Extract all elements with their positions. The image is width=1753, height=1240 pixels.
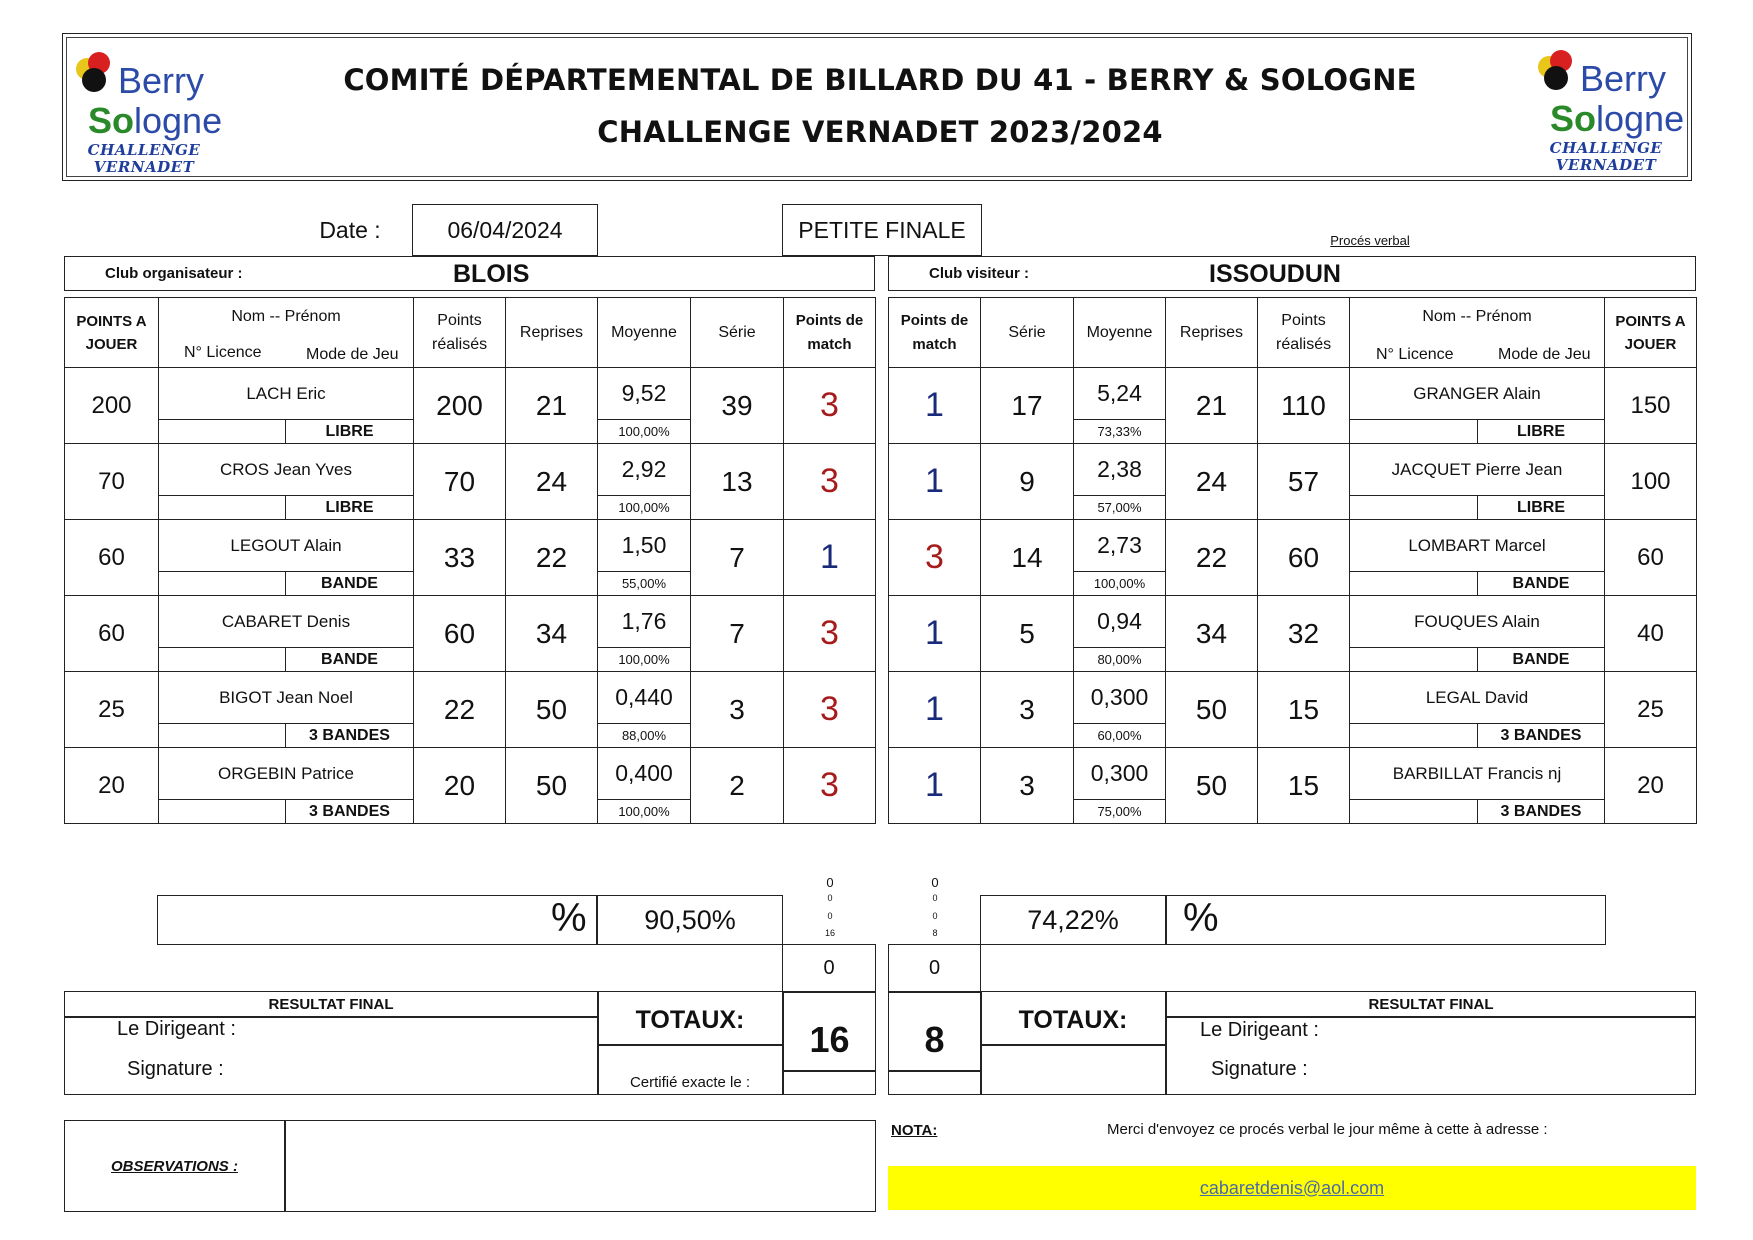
home-totaux-label: TOTAUX:: [635, 1005, 745, 1034]
away-total: 8: [924, 1019, 945, 1060]
moyenne-pct: 60,00%: [1074, 724, 1166, 748]
home-total-bottom: [782, 1070, 876, 1072]
home-pct-total: 90,50%: [644, 904, 736, 935]
hdr-points-a-jouer: POINTS A JOUER: [1605, 298, 1697, 368]
reprises: 34: [506, 596, 598, 672]
serie: 3: [981, 748, 1074, 824]
away-total-bottom: [888, 1070, 981, 1072]
home-pct-bar: [157, 895, 783, 945]
certifie-label: Certifié exacte le :: [629, 1073, 751, 1091]
player-name: LACH Eric: [159, 368, 414, 420]
away-header-row: [889, 298, 1697, 368]
moyenne: 1,50: [598, 520, 691, 572]
serie: 17: [981, 368, 1074, 444]
points-de-match: 3: [784, 748, 876, 824]
mode-de-jeu: LIBRE: [1478, 420, 1605, 444]
mode-de-jeu: 3 BANDES: [286, 800, 414, 824]
points-realises: 57: [1258, 444, 1350, 520]
table-row: [65, 520, 876, 572]
logo-berry: Berry: [118, 60, 205, 101]
mode-de-jeu: LIBRE: [1478, 496, 1605, 520]
logo-challenge: CHALLENGE VERNADET: [87, 141, 201, 176]
moyenne-pct: 100,00%: [598, 420, 691, 444]
player-name: LOMBART Marcel: [1350, 520, 1605, 572]
moyenne-pct: 100,00%: [598, 648, 691, 672]
points-realises: 110: [1258, 368, 1350, 444]
table-row: [65, 748, 876, 800]
hdr-points-match: Points de match: [784, 298, 876, 368]
points-de-match: 3: [784, 368, 876, 444]
hdr-points-a-jouer: POINTS A JOUER: [65, 298, 159, 368]
points-de-match: 1: [889, 748, 981, 824]
logo-sologne: Sologne: [1550, 98, 1685, 139]
home-header-row: [65, 298, 876, 368]
moyenne-pct: 80,00%: [1074, 648, 1166, 672]
observations-divider: [284, 1121, 286, 1211]
points-a-jouer: 60: [65, 596, 159, 672]
player-name: BIGOT Jean Noel: [159, 672, 414, 724]
table-row: [65, 368, 876, 420]
moyenne-pct: 100,00%: [598, 800, 691, 824]
moyenne: 1,76: [598, 596, 691, 648]
points-a-jouer: 20: [1605, 748, 1697, 824]
points-a-jouer: 60: [1605, 520, 1697, 596]
reprises: 50: [506, 748, 598, 824]
serie: 3: [981, 672, 1074, 748]
points-realises: 20: [414, 748, 506, 824]
hdr-nom-prenom: Nom -- Prénom N° Licence Mode de Jeu: [1350, 298, 1605, 368]
reprises: 24: [506, 444, 598, 520]
away-pct-total: 74,22%: [1027, 904, 1119, 935]
ball-icon: [1544, 66, 1568, 90]
away-resultat-line: [1165, 1016, 1696, 1018]
home-club-bar: [64, 256, 875, 291]
away-results-table: [888, 297, 1697, 824]
away-totals-midline: [980, 1044, 1166, 1046]
table-row: [65, 672, 876, 724]
reprises: 21: [1166, 368, 1258, 444]
player-name: ORGEBIN Patrice: [159, 748, 414, 800]
licence: [159, 724, 286, 748]
moyenne: 2,92: [598, 444, 691, 496]
licence: [1350, 800, 1478, 824]
away-pct-bar: [980, 895, 1606, 945]
home-mini-col: 0 0 0 16: [824, 875, 835, 938]
mode-de-jeu: 3 BANDES: [1478, 724, 1605, 748]
reprises: 50: [506, 672, 598, 748]
hdr-reprises: Reprises: [506, 298, 598, 368]
licence: [1350, 420, 1478, 444]
hdr-reprises: Reprises: [1166, 298, 1258, 368]
licence: [1350, 724, 1478, 748]
reprises: 24: [1166, 444, 1258, 520]
away-dirigeant: Le Dirigeant :: [1200, 1019, 1319, 1041]
points-de-match: 3: [889, 520, 981, 596]
points-a-jouer: 150: [1605, 368, 1697, 444]
logo-challenge: CHALLENGE VERNADET: [1549, 139, 1663, 174]
points-de-match: 1: [889, 596, 981, 672]
points-realises: 22: [414, 672, 506, 748]
away-club-name: ISSOUDUN: [1209, 260, 1341, 288]
away-pct-symbol: %: [1183, 896, 1219, 940]
points-a-jouer: 200: [65, 368, 159, 444]
hdr-points-match: Points de match: [889, 298, 981, 368]
email-link[interactable]: cabaretdenis@aol.com: [1199, 1177, 1385, 1198]
mode-de-jeu: BANDE: [286, 648, 414, 672]
home-dirigeant: Le Dirigeant :: [117, 1018, 236, 1040]
reprises: 21: [506, 368, 598, 444]
player-name: LEGAL David: [1350, 672, 1605, 724]
moyenne: 2,73: [1074, 520, 1166, 572]
points-de-match: 1: [784, 520, 876, 596]
moyenne: 5,24: [1074, 368, 1166, 420]
table-row: [65, 596, 876, 648]
licence: [1350, 648, 1478, 672]
points-realises: 33: [414, 520, 506, 596]
away-resultat-final: RESULTAT FINAL: [1368, 995, 1494, 1013]
observations-box: [64, 1120, 876, 1212]
away-mini-col: 0 0 0 8: [931, 875, 939, 938]
proces-verbal-link: Procés verbal: [1330, 232, 1410, 248]
serie: 7: [691, 520, 784, 596]
away-zero: 0: [888, 944, 981, 993]
player-name: GRANGER Alain: [1350, 368, 1605, 420]
licence: [1350, 496, 1478, 520]
player-name: FOUQUES Alain: [1350, 596, 1605, 648]
points-de-match: 1: [889, 444, 981, 520]
serie: 14: [981, 520, 1074, 596]
home-resultat-final: RESULTAT FINAL: [268, 995, 394, 1013]
points-de-match: 3: [784, 444, 876, 520]
mode-de-jeu: BANDE: [286, 572, 414, 596]
moyenne: 0,300: [1074, 672, 1166, 724]
observations-label: OBSERVATIONS :: [111, 1157, 238, 1175]
moyenne: 0,440: [598, 672, 691, 724]
table-row: [65, 444, 876, 496]
moyenne-pct: 73,33%: [1074, 420, 1166, 444]
points-realises: 200: [414, 368, 506, 444]
reprises: 22: [506, 520, 598, 596]
merci-text: Merci d'envoyez ce procés verbal le jour même à cette à adresse :: [1107, 1121, 1548, 1138]
home-pct-symbol: %: [551, 896, 587, 940]
mode-de-jeu: LIBRE: [286, 420, 414, 444]
logo-left: [74, 50, 223, 176]
points-de-match: 3: [784, 672, 876, 748]
mode-de-jeu: BANDE: [1478, 648, 1605, 672]
points-de-match: 3: [784, 596, 876, 672]
points-realises: 15: [1258, 748, 1350, 824]
points-a-jouer: 20: [65, 748, 159, 824]
licence: [159, 420, 286, 444]
hdr-serie: Série: [691, 298, 784, 368]
ball-icon: [82, 68, 106, 92]
header-title-2: CHALLENGE VERNADET 2023/2024: [597, 115, 1163, 149]
serie: 3: [691, 672, 784, 748]
player-name: CABARET Denis: [159, 596, 414, 648]
points-realises: 15: [1258, 672, 1350, 748]
mode-de-jeu: 3 BANDES: [286, 724, 414, 748]
stage-label: PETITE FINALE: [782, 204, 982, 256]
serie: 9: [981, 444, 1074, 520]
away-club-label: Club visiteur :: [929, 265, 1030, 282]
nota-label: NOTA:: [891, 1122, 938, 1139]
points-realises: 32: [1258, 596, 1350, 672]
home-results-table: [64, 297, 876, 824]
moyenne-pct: 100,00%: [1074, 572, 1166, 596]
player-name: BARBILLAT Francis nj: [1350, 748, 1605, 800]
email-box: [888, 1166, 1696, 1210]
hdr-nom-prenom: Nom -- Prénom N° Licence Mode de Jeu: [159, 298, 414, 368]
moyenne-pct: 55,00%: [598, 572, 691, 596]
reprises: 22: [1166, 520, 1258, 596]
points-a-jouer: 100: [1605, 444, 1697, 520]
logo-right: [1536, 48, 1685, 174]
moyenne: 0,94: [1074, 596, 1166, 648]
moyenne-pct: 88,00%: [598, 724, 691, 748]
licence: [159, 572, 286, 596]
licence: [159, 800, 286, 824]
points-a-jouer: 60: [65, 520, 159, 596]
licence: [1350, 572, 1478, 596]
points-a-jouer: 25: [1605, 672, 1697, 748]
moyenne: 0,300: [1074, 748, 1166, 800]
mode-de-jeu: BANDE: [1478, 572, 1605, 596]
logo-sologne: Sologne: [88, 100, 223, 141]
hdr-moyenne: Moyenne: [598, 298, 691, 368]
player-name: CROS Jean Yves: [159, 444, 414, 496]
hdr-points-realises: Points réalisés: [1258, 298, 1350, 368]
moyenne: 2,38: [1074, 444, 1166, 496]
moyenne-pct: 75,00%: [1074, 800, 1166, 824]
hdr-moyenne: Moyenne: [1074, 298, 1166, 368]
home-totals-midline: [597, 1044, 783, 1046]
serie: 2: [691, 748, 784, 824]
home-signature: Signature :: [127, 1058, 224, 1080]
away-totaux-label: TOTAUX:: [1018, 1005, 1128, 1034]
home-club-label: Club organisateur :: [105, 265, 243, 282]
home-total: 16: [809, 1019, 850, 1060]
moyenne-pct: 57,00%: [1074, 496, 1166, 520]
hdr-serie: Série: [981, 298, 1074, 368]
serie: 39: [691, 368, 784, 444]
table-row: [889, 368, 1697, 420]
away-pct-divider: [1165, 896, 1167, 944]
moyenne: 9,52: [598, 368, 691, 420]
points-realises: 70: [414, 444, 506, 520]
date-value: 06/04/2024: [412, 204, 598, 256]
points-realises: 60: [414, 596, 506, 672]
table-row: [889, 672, 1697, 724]
points-de-match: 1: [889, 368, 981, 444]
table-row: [889, 596, 1697, 648]
points-a-jouer: 25: [65, 672, 159, 748]
licence: [159, 496, 286, 520]
moyenne-pct: 100,00%: [598, 496, 691, 520]
logo-berry: Berry: [1580, 58, 1667, 99]
player-name: LEGOUT Alain: [159, 520, 414, 572]
header-title-1: COMITÉ DÉPARTEMENTAL DE BILLARD DU 41 - BERRY & SOLOGNE: [343, 63, 1417, 97]
header-frame-inner: [66, 37, 1688, 177]
serie: 7: [691, 596, 784, 672]
date-label: Date :: [319, 216, 381, 243]
mode-de-jeu: 3 BANDES: [1478, 800, 1605, 824]
mode-de-jeu: LIBRE: [286, 496, 414, 520]
reprises: 34: [1166, 596, 1258, 672]
away-club-bar: [888, 256, 1696, 291]
reprises: 50: [1166, 748, 1258, 824]
points-a-jouer: 70: [65, 444, 159, 520]
away-signature: Signature :: [1211, 1058, 1308, 1080]
player-name: JACQUET Pierre Jean: [1350, 444, 1605, 496]
points-de-match: 1: [889, 672, 981, 748]
serie: 5: [981, 596, 1074, 672]
home-club-name: BLOIS: [453, 260, 530, 288]
moyenne: 0,400: [598, 748, 691, 800]
points-realises: 60: [1258, 520, 1350, 596]
table-row: [889, 444, 1697, 496]
points-a-jouer: 40: [1605, 596, 1697, 672]
licence: [159, 648, 286, 672]
hdr-points-realises: Points réalisés: [414, 298, 506, 368]
home-zero: 0: [782, 944, 876, 993]
reprises: 50: [1166, 672, 1258, 748]
table-row: [889, 748, 1697, 800]
serie: 13: [691, 444, 784, 520]
table-row: [889, 520, 1697, 572]
